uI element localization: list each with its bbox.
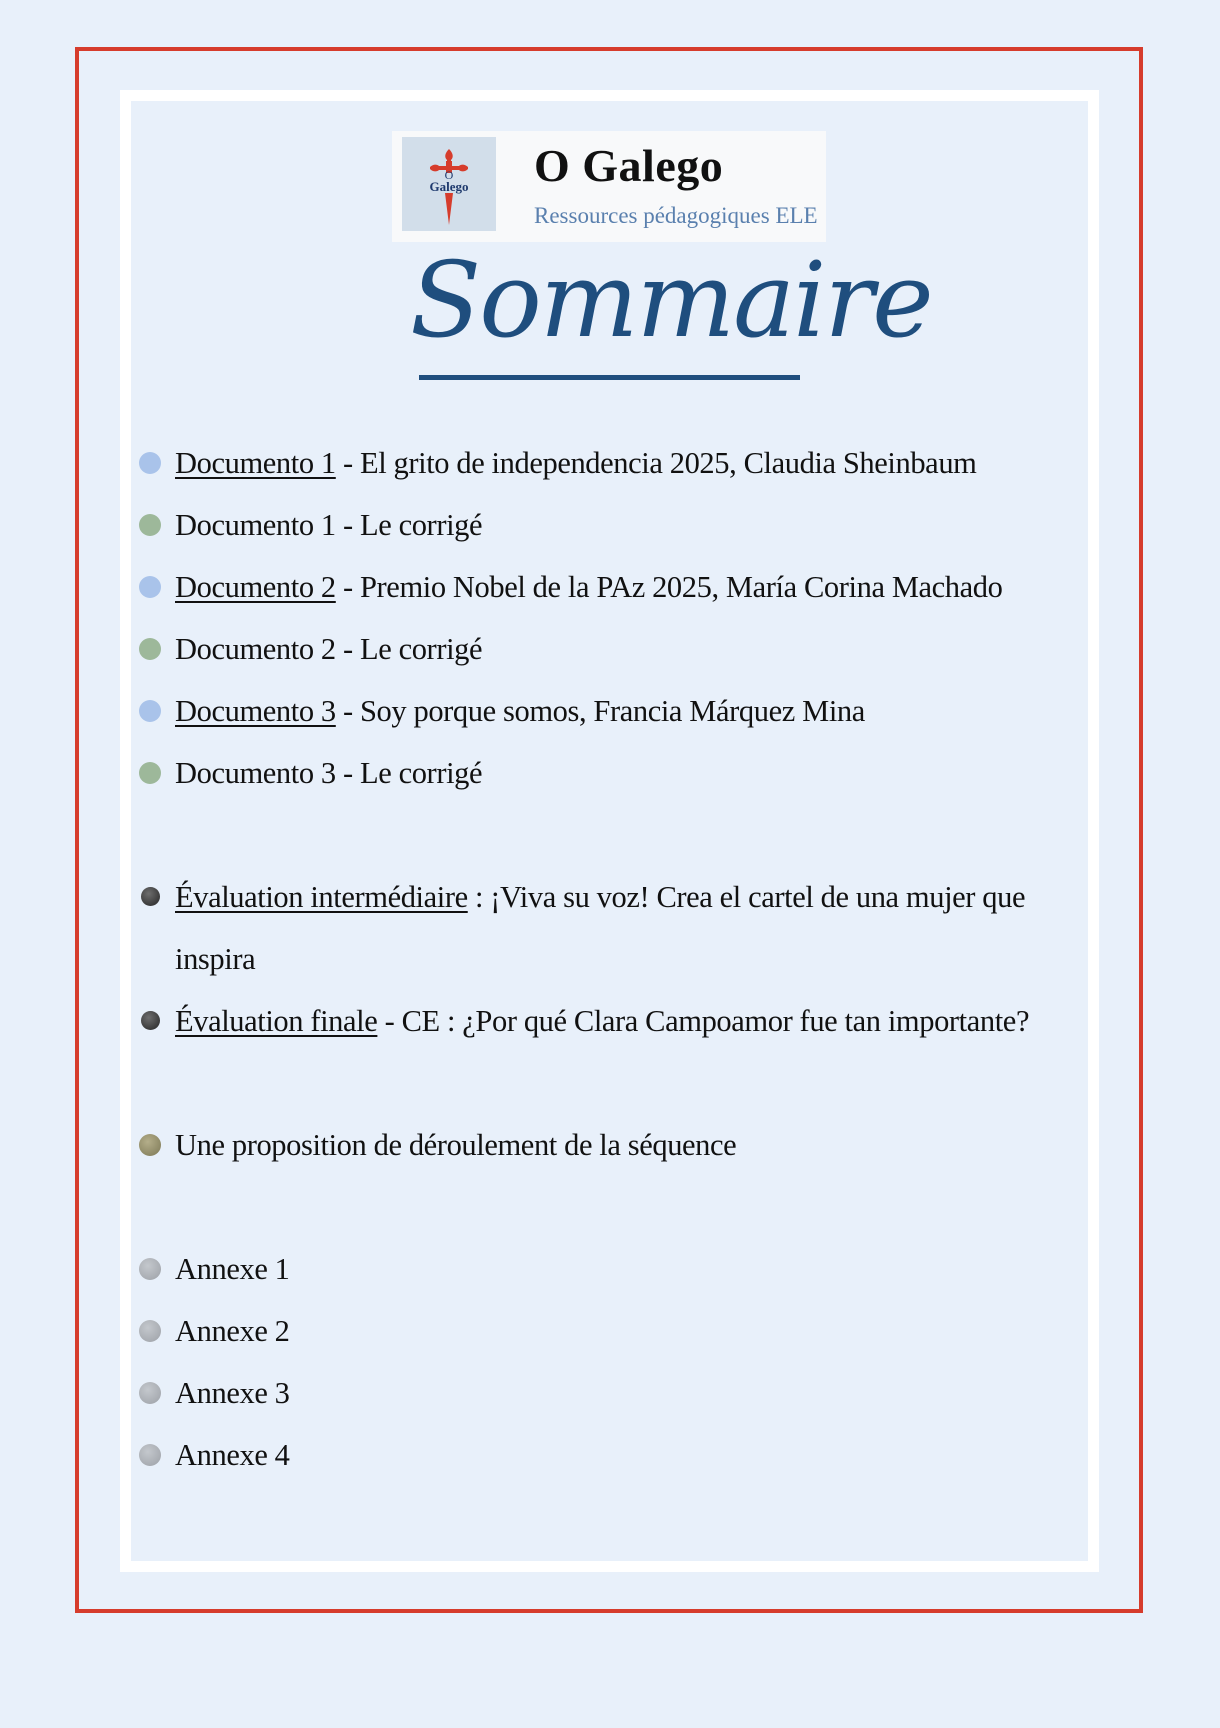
documento-1-link[interactable]: Documento 1 [175,446,336,480]
brand-logo-banner [392,131,826,242]
toc-item-annexe-1 [138,1238,1088,1300]
toc-item-text: - CE : ¿Por qué Clara Campoamor fue tan importante? [377,1004,1030,1038]
toc-item-documento-3-corrige [138,742,1088,804]
logo-icon-galego: Galego [429,179,469,194]
green-bullet-icon [139,762,161,784]
santiago-cross-logo-icon [402,137,496,231]
documento-2-link[interactable]: Documento 2 [175,570,336,604]
page-title: Sommaire [410,239,932,361]
evaluation-finale-link[interactable]: Évaluation finale [175,1004,378,1038]
toc-item-text: Une proposition de déroulement de la séquence [175,1128,737,1162]
brand-title: O Galego [534,140,724,191]
green-bullet-icon [139,514,161,536]
toc-item-documento-2 [138,556,1088,618]
grey-bullet-icon [139,1444,161,1466]
spacer [138,804,1088,866]
grey-bullet-icon [139,1320,161,1342]
toc-item-text: - Soy porque somos, Francia Márquez Mina [335,694,865,728]
toc-item-evaluation-intermediaire [138,866,1075,990]
documento-3-link[interactable]: Documento 3 [175,694,336,728]
dark-bullet-icon [141,1011,160,1030]
toc-item-text: - Premio Nobel de la PAz 2025, María Corina Machado [335,570,1003,604]
toc-item-documento-3 [138,680,1088,742]
toc-item-annexe-3 [138,1362,1088,1424]
toc-item-text: Documento 2 - Le corrigé [175,632,483,666]
brand-subtitle: Ressources pédagogiques ELE [534,203,818,228]
grey-bullet-icon [139,1382,161,1404]
toc-item-text: Annexe 3 [175,1376,290,1410]
title-underline [419,375,800,380]
table-of-contents [138,432,1088,1486]
blue-bullet-icon [139,576,161,598]
blue-bullet-icon [139,452,161,474]
logo-icon-o: O [444,168,454,182]
spacer [138,1176,1088,1238]
toc-item-annexe-2 [138,1300,1088,1362]
toc-item-text: Annexe 1 [175,1252,290,1286]
olive-bullet-icon [139,1134,161,1156]
spacer [138,1052,1088,1114]
toc-item-evaluation-finale [138,990,1075,1052]
toc-item-text: Annexe 4 [175,1438,290,1472]
toc-item-text: Annexe 2 [175,1314,290,1348]
toc-item-text: - El grito de independencia 2025, Claudia Sheinbaum [335,446,977,480]
toc-item-documento-1 [138,432,1088,494]
toc-item-deroulement [138,1114,1088,1176]
green-bullet-icon [139,638,161,660]
blue-bullet-icon [139,700,161,722]
toc-item-text: Documento 3 - Le corrigé [175,756,483,790]
toc-item-documento-1-corrige [138,494,1088,556]
toc-item-documento-2-corrige [138,618,1088,680]
dark-bullet-icon [141,887,160,906]
toc-item-text: : ¡Viva su voz! Crea el cartel de una mujer que inspira [175,880,1026,976]
evaluation-intermediaire-link[interactable]: Évaluation intermédiaire [175,880,468,914]
toc-item-annexe-4 [138,1424,1088,1486]
grey-bullet-icon [139,1258,161,1280]
toc-item-text: Documento 1 - Le corrigé [175,508,483,542]
